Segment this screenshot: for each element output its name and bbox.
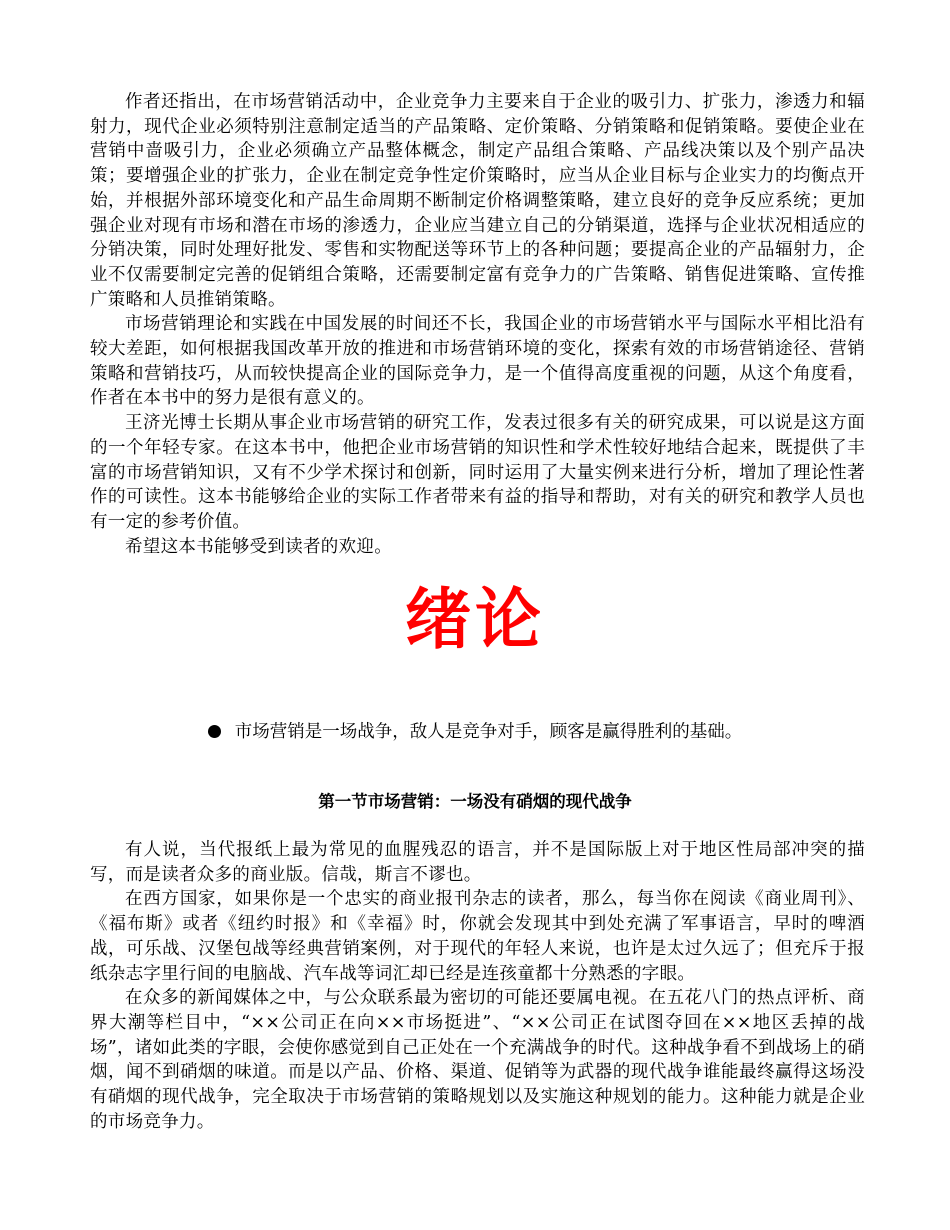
preface-body bbox=[90, 90, 865, 559]
preface-paragraph: 希望这本书能够受到读者的欢迎。 bbox=[125, 536, 392, 557]
bullet-icon bbox=[208, 725, 221, 738]
section-body bbox=[90, 838, 865, 1134]
chapter-title: 绪论 bbox=[405, 581, 545, 658]
section-paragraph: 在众多的新闻媒体之中，与公众联系最为密切的可能还要属电视。在五花八门的热点评析、商界大潮等栏目中，“××公司正在向××市场挺进”、“××公司正在试图夺回在××地区丢掉的战场”，诸如此类的字眼，会使你感觉到自己正处在一个充满战争的时代。这种战争看不到战场上的硝烟，闻不到硝烟的味道。而是以产品、价格、渠道、促销等为武器的现代战争谁能最终赢得这场没有硝烟的现代战争，完全取决于市场营销的策略规划以及实施这种规划的能力。这种能力就是企业的市场竞争力。 bbox=[90, 988, 865, 1132]
epigraph-text: 市场营销是一场战争，敌人是竞争对手，顾客是赢得胜利的基础。 bbox=[234, 722, 743, 742]
section-paragraph: 有人说，当代报纸上最为常见的血腥残忍的语言，并不是国际版上对于地区性局部冲突的描写，而是读者众多的商业版。信哉，斯言不谬也。 bbox=[90, 840, 865, 885]
preface-paragraph: 市场营销理论和实践在中国发展的时间还不长，我国企业的市场营销水平与国际水平相比沿有较大差距，如何根据我国改革开放的推进和市场营销环境的变化，探索有效的市场营销途径、营销策略和营销技巧，从而较快提高企业的国际竞争力，是一个值得高度重视的问题，从这个角度看，作者在本书中的努力是很有意义的。 bbox=[90, 314, 865, 409]
preface-paragraph: 王济光博士长期从事企业市场营销的研究工作，发表过很多有关的研究成果，可以说是这方面的一个年轻专家。在这本书中，他把企业市场营销的知识性和学术性较好地结合起来，既提供了丰富的市场营销知识，又有不少学术探讨和创新，同时运用了大量实例来进行分析，增加了理论性著作的可读性。这本书能够给企业的实际工作者带来有益的指导和帮助，对有关的研究和教学人员也有一定的参考价值。 bbox=[90, 413, 865, 532]
section-paragraph: 在西方国家，如果你是一个忠实的商业报刊杂志的读者，那么，每当你在阅读《商业周刊》、《福布斯》或者《纽约时报》和《幸福》时，你就会发现其中到处充满了军事语言，早时的啤酒战，可乐战、汉堡包战等经典营销案例，对于现代的年轻人来说，也许是太过久远了；但充斥于报纸杂志字里行间的电脑战、汽车战等词汇却已经是连孩童都十分熟悉的字眼。 bbox=[90, 889, 865, 984]
preface-paragraph: 作者还指出，在市场营销活动中，企业竞争力主要来自于企业的吸引力、扩张力，渗透力和辐射力，现代企业必须特别注意制定适当的产品策略、定价策略、分销策略和促销策略。要使企业在营销中啬吸引力，企业必须确立产品整体概念，制定产品组合策略、产品线决策以及个别产品决策；要增强企业的扩张力，企业在制定竞争性定价策略时，应当从企业目标与企业实力的均衡点开始，并根据外部环境变化和产品生命周期不断制定价格调整策略，建立良好的竞争反应系统；更加强企业对现有市场和潜在市场的渗透力，企业应当建立自己的分销渠道，选择与企业状况相适应的分销决策，同时处理好批发、零售和实物配送等环节上的各种问题；要提高企业的产品辐射力，企业不仅需要制定完善的促销组合策略，还需要制定富有竞争力的广告策略、销售促进策略、宣传推广策略和人员推销策略。 bbox=[90, 92, 865, 310]
section-title: 第一节市场营销：一场没有硝烟的现代战争 bbox=[318, 792, 632, 811]
chapter-epigraph bbox=[0, 720, 950, 744]
